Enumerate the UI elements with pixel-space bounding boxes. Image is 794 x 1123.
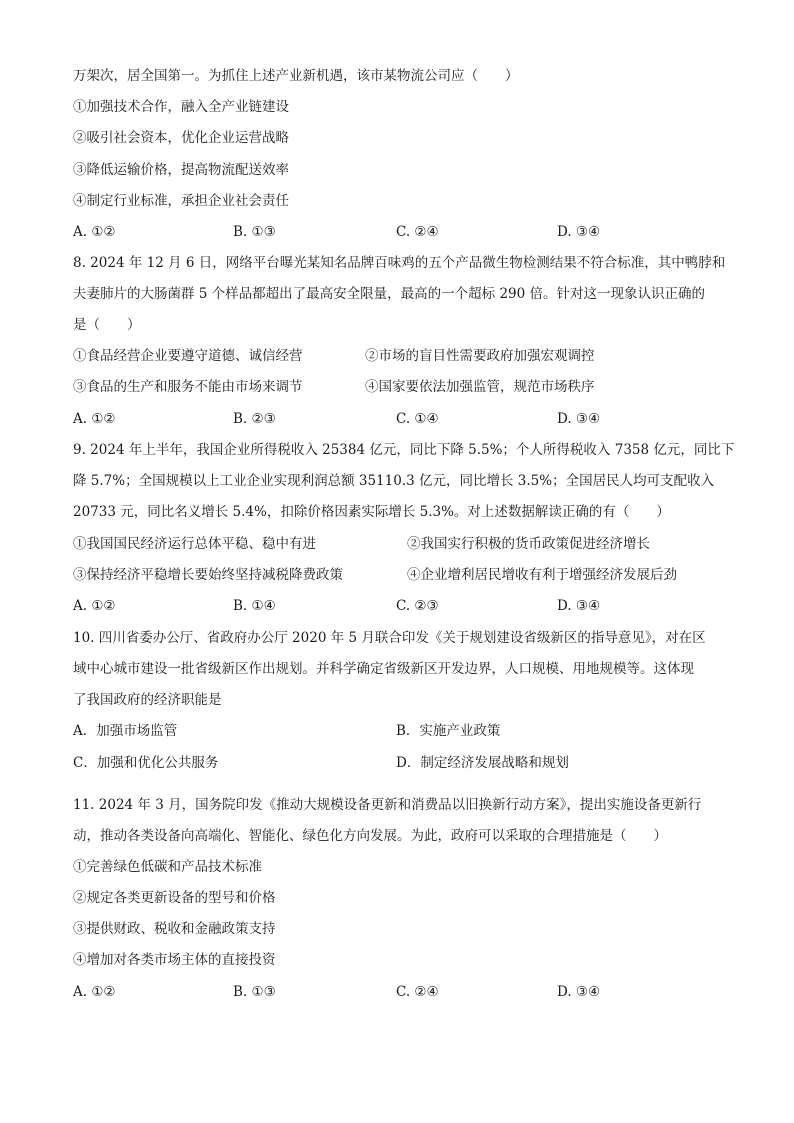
- q9-item-3: ③保持经济平稳增长要始终坚持减税降费政策: [73, 567, 343, 583]
- q8-item-3: ③食品的生产和服务不能由市场来调节: [73, 379, 303, 395]
- q7-choice-d: D. ③④: [557, 224, 601, 240]
- q11-choice-a: A. ①②: [73, 984, 116, 1000]
- q7-choice-b: B. ①③: [233, 224, 276, 240]
- q11-choice-b: B. ①③: [233, 984, 276, 1000]
- q10-stem-line-3: 了我国政府的经济职能是: [73, 692, 222, 708]
- q9-stem-line-3: 20733 元，同比名义增长 5.4%，扣除价格因素实际增长 5.3%。对上述数据解读正确的有（ ）: [73, 504, 670, 520]
- q7-item-4: ④制定行业标准，承担企业社会责任: [73, 193, 289, 209]
- q7-item-2: ②吸引社会资本，优化企业运营战略: [73, 130, 289, 146]
- q9-choice-c: C. ②③: [396, 598, 439, 614]
- q10-choice-b: B．实施产业政策: [396, 723, 501, 739]
- q8-stem-line-1: 8. 2024 年 12 月 6 日，网络平台曝光某知名品牌百味鸡的五个产品微生物检测结果不符合标准，其中鸭脖和: [73, 255, 726, 271]
- q8-stem-line-3: 是（ ）: [73, 317, 141, 333]
- q7-choice-c: C. ②④: [396, 224, 439, 240]
- q8-choice-b: B. ②③: [233, 411, 276, 427]
- q10-choice-a: A．加强市场监管: [73, 723, 178, 739]
- q11-stem-line-1: 11. 2024 年 3 月，国务院印发《推动大规模设备更新和消费品以旧换新行动方案》，提出实施设备更新行: [73, 797, 702, 813]
- q9-choice-a: A. ①②: [73, 598, 116, 614]
- q9-stem-line-1: 9. 2024 年上半年，我国企业所得税收入 25384 亿元，同比下降 5.5%；个人所得税收入 7358 亿元，同比下: [73, 442, 735, 458]
- q8-choice-d: D. ③④: [557, 411, 601, 427]
- q10-stem-line-2: 域中心城市建设一批省级新区作出规划。并科学确定省级新区开发边界，人口规模、用地规模等。这体现: [73, 661, 694, 677]
- q10-stem-line-1: 10. 四川省委办公厅、省政府办公厅 2020 年 5 月联合印发《关于规划建设省级新区的指导意见》，对在区: [73, 630, 706, 646]
- q8-stem-line-2: 夫妻肺片的大肠菌群 5 个样品都超出了最高安全限量，最高的一个超标 290 倍。针对这一现象认识正确的: [73, 286, 706, 302]
- q9-item-4: ④企业增利居民增收有利于增强经济发展后劲: [407, 567, 677, 583]
- q8-choice-a: A. ①②: [73, 411, 116, 427]
- q11-item-1: ①完善绿色低碳和产品技术标准: [73, 859, 262, 875]
- q9-item-1: ①我国国民经济运行总体平稳、稳中有进: [73, 536, 316, 552]
- q11-item-4: ④增加对各类市场主体的直接投资: [73, 952, 276, 968]
- q7-choice-a: A. ①②: [73, 224, 116, 240]
- q10-choice-c: C．加强和优化公共服务: [73, 755, 219, 771]
- q8-item-2: ②市场的盲目性需要政府加强宏观调控: [365, 348, 595, 364]
- q7-stem-tail: 万架次，居全国第一。为抓住上述产业新机遇，该市某物流公司应（ ）: [73, 68, 519, 84]
- q9-item-2: ②我国实行积极的货币政策促进经济增长: [407, 536, 650, 552]
- q7-item-3: ③降低运输价格，提高物流配送效率: [73, 162, 289, 178]
- q11-item-2: ②规定各类更新设备的型号和价格: [73, 890, 276, 906]
- q7-item-1: ①加强技术合作，融入全产业链建设: [73, 99, 289, 115]
- q11-stem-line-2: 动，推动各类设备向高端化、智能化、绿色化方向发展。为此，政府可以采取的合理措施是（ ）: [73, 828, 667, 844]
- q8-choice-c: C. ①④: [396, 411, 439, 427]
- q9-stem-line-2: 降 5.7%；全国规模以上工业企业实现利润总额 35110.3 亿元，同比增长 3.5%；全国居民人均可支配收入: [73, 473, 715, 489]
- q11-item-3: ③提供财政、税收和金融政策支持: [73, 921, 276, 937]
- q11-choice-c: C. ②④: [396, 984, 439, 1000]
- q9-choice-b: B. ①④: [233, 598, 276, 614]
- q9-choice-d: D. ③④: [557, 598, 601, 614]
- q8-item-4: ④国家要依法加强监管，规范市场秩序: [365, 379, 595, 395]
- q11-choice-d: D. ③④: [557, 984, 601, 1000]
- q10-choice-d: D．制定经济发展战略和规划: [396, 755, 569, 771]
- q8-item-1: ①食品经营企业要遵守道德、诚信经营: [73, 348, 303, 364]
